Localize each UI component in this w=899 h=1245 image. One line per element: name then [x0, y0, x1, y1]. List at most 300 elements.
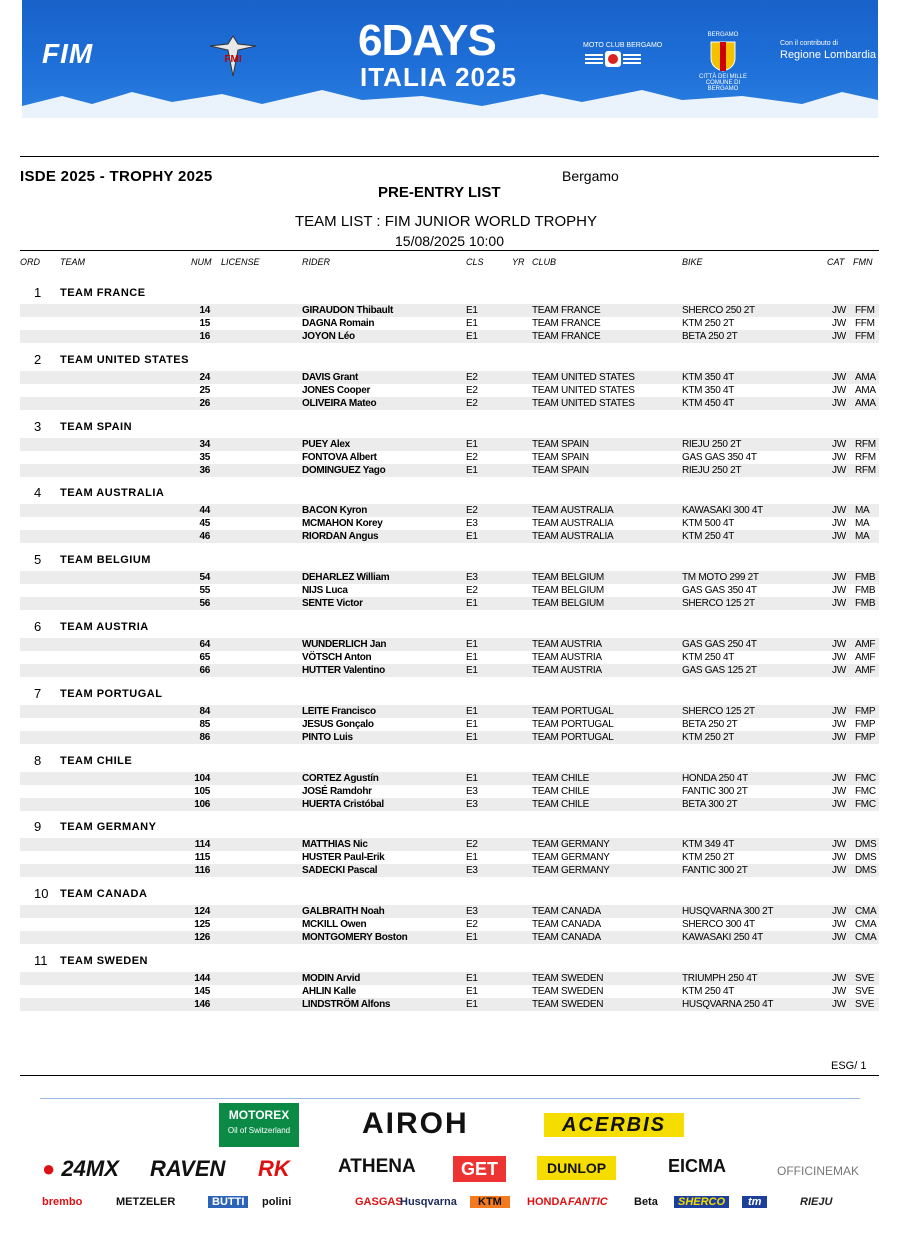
- team-order: 11: [34, 953, 48, 968]
- motoclub-bergamo-logo: [583, 42, 662, 71]
- rider-class: E2: [466, 505, 478, 516]
- rider-club: TEAM GERMANY: [532, 865, 610, 876]
- rider-name: SADECKI Pascal: [302, 865, 378, 876]
- rider-category: JW: [832, 919, 846, 930]
- rider-fmn: CMA: [855, 906, 877, 917]
- rider-class: E2: [466, 585, 478, 596]
- team-order: 3: [34, 419, 42, 434]
- rider-name: MATTHIAS Nic: [302, 839, 368, 850]
- team-name: TEAM SWEDEN: [60, 955, 148, 967]
- rider-club: TEAM AUSTRIA: [532, 652, 602, 663]
- rider-row: [20, 905, 879, 918]
- rider-number: 64: [199, 639, 210, 650]
- rider-number: 124: [194, 906, 210, 917]
- sponsor-motorex: [219, 1103, 299, 1147]
- rider-number: 145: [194, 986, 210, 997]
- col-bike: BIKE: [682, 257, 703, 267]
- rider-row: [20, 985, 879, 998]
- rider-fmn: SVE: [855, 973, 875, 984]
- rider-bike: KTM 250 2T: [682, 732, 735, 743]
- rider-number: 125: [194, 919, 210, 930]
- rider-number: 14: [199, 305, 210, 316]
- team-order: 6: [34, 619, 42, 634]
- sponsor-husqvarna: Husqvarna: [400, 1196, 457, 1208]
- rider-name: MODIN Arvid: [302, 973, 360, 984]
- rider-number: 45: [199, 518, 210, 529]
- team-name: TEAM PORTUGAL: [60, 688, 163, 700]
- rider-number: 116: [194, 865, 210, 876]
- rider-name: VÖTSCH Anton: [302, 652, 372, 663]
- rider-number: 24: [199, 372, 210, 383]
- rider-category: JW: [832, 585, 846, 596]
- sponsor-polini: polini: [262, 1196, 292, 1208]
- sponsor-24mx-label: 24MX: [61, 1156, 119, 1181]
- rider-name: AHLIN Kalle: [302, 986, 356, 997]
- rider-number: 126: [194, 932, 210, 943]
- rider-class: E1: [466, 932, 478, 943]
- rider-name: RIORDAN Angus: [302, 531, 379, 542]
- rider-category: JW: [832, 652, 846, 663]
- rider-name: DEHARLEZ William: [302, 572, 390, 583]
- sponsor-athena: ATHENA: [338, 1156, 416, 1177]
- rider-fmn: CMA: [855, 919, 877, 930]
- rider-number: 35: [199, 452, 210, 463]
- sponsor-beta: Beta: [634, 1196, 658, 1208]
- col-fmn: FMN: [853, 257, 873, 267]
- rider-number: 54: [199, 572, 210, 583]
- rider-row: [20, 718, 879, 731]
- rider-club: TEAM SWEDEN: [532, 999, 604, 1010]
- italia-2025-logo: ITALIA 2025: [360, 62, 517, 92]
- rider-fmn: RFM: [855, 465, 876, 476]
- comune-label: COMUNE DI BERGAMO: [705, 80, 741, 92]
- col-yr: YR: [512, 257, 525, 267]
- team-name: TEAM GERMANY: [60, 821, 157, 833]
- sponsor-eicma: EICMA: [668, 1156, 726, 1176]
- rider-row: [20, 998, 879, 1011]
- rider-category: JW: [832, 999, 846, 1010]
- rider-bike: GAS GAS 125 2T: [682, 665, 757, 676]
- 24mx-icon: ●: [42, 1156, 56, 1181]
- rider-bike: GAS GAS 250 4T: [682, 639, 757, 650]
- sponsor-raven: RAVEN: [150, 1156, 226, 1181]
- rider-category: JW: [832, 572, 846, 583]
- rider-category: JW: [832, 305, 846, 316]
- rider-bike: GAS GAS 350 4T: [682, 452, 757, 463]
- rider-number: 25: [199, 385, 210, 396]
- header-banner: [22, 0, 878, 118]
- rider-fmn: FFM: [855, 305, 875, 316]
- bergamo-subtitle: CITTÀ DEI MILLE: [698, 74, 747, 80]
- rider-club: TEAM CANADA: [532, 919, 601, 930]
- rider-category: JW: [832, 331, 846, 342]
- rider-fmn: FMP: [855, 719, 876, 730]
- event-title: ISDE 2025 - TROPHY 2025: [20, 168, 213, 185]
- snow-mountains-decoration: [22, 78, 878, 118]
- regione-lombardia-logo: [780, 40, 876, 61]
- sponsor-fantic: FANTIC: [568, 1196, 608, 1208]
- rider-club: TEAM SPAIN: [532, 439, 589, 450]
- rider-category: JW: [832, 799, 846, 810]
- rider-name: MCMAHON Korey: [302, 518, 383, 529]
- rider-bike: KTM 349 4T: [682, 839, 735, 850]
- rider-bike: FANTIC 300 2T: [682, 786, 748, 797]
- sponsor-dunlop: DUNLOP: [537, 1156, 616, 1180]
- rider-club: TEAM CANADA: [532, 932, 601, 943]
- rider-row: [20, 530, 879, 543]
- rider-fmn: FFM: [855, 318, 875, 329]
- rider-bike: BETA 250 2T: [682, 719, 738, 730]
- rider-club: TEAM AUSTRALIA: [532, 518, 614, 529]
- rider-club: TEAM FRANCE: [532, 318, 601, 329]
- rider-fmn: FFM: [855, 331, 875, 342]
- rider-row: [20, 772, 879, 785]
- rider-class: E1: [466, 531, 478, 542]
- rider-class: E1: [466, 305, 478, 316]
- col-club: CLUB: [532, 257, 557, 267]
- rider-name: HUSTER Paul-Erik: [302, 852, 385, 863]
- sponsor-ktm: KTM: [470, 1196, 510, 1208]
- rider-club: TEAM SPAIN: [532, 452, 589, 463]
- sponsor-airoh: AIROH: [362, 1107, 469, 1140]
- rider-fmn: RFM: [855, 439, 876, 450]
- rider-fmn: FMC: [855, 786, 876, 797]
- rider-number: 56: [199, 598, 210, 609]
- rider-fmn: MA: [855, 505, 870, 516]
- page-number: ESG/ 1: [831, 1060, 867, 1072]
- footer-divider: [20, 1075, 879, 1076]
- rider-number: 84: [199, 706, 210, 717]
- rider-category: JW: [832, 398, 846, 409]
- document-title: PRE-ENTRY LIST: [378, 184, 501, 201]
- rider-row: [20, 517, 879, 530]
- rider-row: [20, 731, 879, 744]
- rider-category: JW: [832, 773, 846, 784]
- rider-fmn: MA: [855, 531, 870, 542]
- rider-bike: GAS GAS 350 4T: [682, 585, 757, 596]
- col-cls: CLS: [466, 257, 484, 267]
- rider-club: TEAM AUSTRIA: [532, 665, 602, 676]
- rider-bike: KAWASAKI 300 4T: [682, 505, 763, 516]
- rider-class: E1: [466, 318, 478, 329]
- rider-class: E1: [466, 665, 478, 676]
- table-top-divider: [20, 250, 879, 251]
- bergamo-label: BERGAMO: [707, 32, 739, 38]
- rider-category: JW: [832, 385, 846, 396]
- rider-club: TEAM AUSTRIA: [532, 639, 602, 650]
- team-order: 5: [34, 552, 42, 567]
- six-days-logo: 6DAYS: [358, 16, 496, 65]
- col-team: TEAM: [60, 257, 86, 267]
- rider-category: JW: [832, 518, 846, 529]
- rider-name: DAGNA Romain: [302, 318, 375, 329]
- rider-row: [20, 785, 879, 798]
- rider-bike: TM MOTO 299 2T: [682, 572, 759, 583]
- rider-bike: KTM 250 2T: [682, 852, 735, 863]
- rider-row: [20, 798, 879, 811]
- rider-row: [20, 438, 879, 451]
- sponsor-rk: RK: [258, 1156, 290, 1181]
- document-datetime: 15/08/2025 10:00: [395, 233, 504, 249]
- rider-number: 86: [199, 732, 210, 743]
- rider-row: [20, 838, 879, 851]
- svg-text:FMI: FMI: [224, 54, 242, 65]
- rider-fmn: FMB: [855, 572, 876, 583]
- rider-category: JW: [832, 372, 846, 383]
- rider-fmn: FMC: [855, 773, 876, 784]
- rider-fmn: AMA: [855, 372, 876, 383]
- rider-number: 114: [194, 839, 210, 850]
- rider-club: TEAM UNITED STATES: [532, 372, 635, 383]
- team-name: TEAM AUSTRALIA: [60, 487, 165, 499]
- rider-class: E1: [466, 652, 478, 663]
- rider-number: 44: [199, 505, 210, 516]
- rider-number: 105: [194, 786, 210, 797]
- team-name: TEAM BELGIUM: [60, 554, 151, 566]
- rider-category: JW: [832, 531, 846, 542]
- rider-club: TEAM UNITED STATES: [532, 385, 635, 396]
- rider-bike: KTM 250 2T: [682, 318, 735, 329]
- rider-name: HUERTA Cristóbal: [302, 799, 384, 810]
- rider-category: JW: [832, 505, 846, 516]
- rider-number: 26: [199, 398, 210, 409]
- team-order: 10: [34, 886, 49, 901]
- team-order: 9: [34, 819, 42, 834]
- rider-club: TEAM GERMANY: [532, 839, 610, 850]
- rider-name: JOSÉ Ramdohr: [302, 786, 372, 797]
- rider-number: 144: [194, 973, 210, 984]
- rider-number: 65: [199, 652, 210, 663]
- rider-row: [20, 304, 879, 317]
- rider-bike: SHERCO 250 2T: [682, 305, 755, 316]
- sponsor-metzeler: METZELER: [116, 1196, 176, 1208]
- rider-row: [20, 464, 879, 477]
- rider-fmn: SVE: [855, 986, 875, 997]
- rider-bike: KTM 500 4T: [682, 518, 735, 529]
- rider-class: E1: [466, 852, 478, 863]
- rider-number: 106: [194, 799, 210, 810]
- rider-bike: KTM 450 4T: [682, 398, 735, 409]
- sponsor-divider: [40, 1098, 860, 1099]
- lombardia-label: Regione Lombardia: [780, 49, 877, 61]
- team-list-title: TEAM LIST : FIM JUNIOR WORLD TROPHY: [295, 213, 597, 230]
- rider-name: SENTE Victor: [302, 598, 363, 609]
- rider-fmn: RFM: [855, 452, 876, 463]
- rider-row: [20, 451, 879, 464]
- rider-class: E1: [466, 973, 478, 984]
- rider-club: TEAM CANADA: [532, 906, 601, 917]
- rider-name: BACON Kyron: [302, 505, 368, 516]
- rider-category: JW: [832, 986, 846, 997]
- lombardia-pre: Con il contributo di: [780, 40, 838, 47]
- rider-name: LEITE Francisco: [302, 706, 376, 717]
- rider-bike: HUSQVARNA 300 2T: [682, 906, 774, 917]
- sponsor-brembo: brembo: [42, 1196, 83, 1208]
- rider-bike: BETA 300 2T: [682, 799, 738, 810]
- rider-row: [20, 851, 879, 864]
- rider-name: CORTEZ Agustín: [302, 773, 379, 784]
- sponsor-rieju: RIEJU: [800, 1196, 833, 1208]
- rider-number: 36: [199, 465, 210, 476]
- rider-club: TEAM CHILE: [532, 773, 590, 784]
- rider-club: TEAM PORTUGAL: [532, 706, 614, 717]
- col-license: LICENSE: [221, 257, 260, 267]
- rider-category: JW: [832, 318, 846, 329]
- rider-row: [20, 651, 879, 664]
- sponsor-honda: HONDA: [527, 1196, 568, 1208]
- rider-row: [20, 972, 879, 985]
- rider-row: [20, 931, 879, 944]
- rider-class: E3: [466, 799, 478, 810]
- rider-name: LINDSTRÖM Alfons: [302, 999, 391, 1010]
- rider-number: 16: [199, 331, 210, 342]
- rider-row: [20, 918, 879, 931]
- rider-name: DAVIS Grant: [302, 372, 358, 383]
- rider-name: JOYON Léo: [302, 331, 355, 342]
- rider-fmn: SVE: [855, 999, 875, 1010]
- rider-name: PUEY Alex: [302, 439, 350, 450]
- team-name: TEAM UNITED STATES: [60, 354, 189, 366]
- col-rider: RIDER: [302, 257, 331, 267]
- rider-club: TEAM FRANCE: [532, 331, 601, 342]
- rider-fmn: DMS: [855, 852, 877, 863]
- rider-fmn: DMS: [855, 839, 877, 850]
- rider-row: [20, 504, 879, 517]
- rider-club: TEAM BELGIUM: [532, 585, 604, 596]
- team-order: 7: [34, 686, 42, 701]
- rider-category: JW: [832, 932, 846, 943]
- rider-bike: KAWASAKI 250 4T: [682, 932, 763, 943]
- rider-club: TEAM FRANCE: [532, 305, 601, 316]
- rider-name: GALBRAITH Noah: [302, 906, 385, 917]
- rider-bike: SHERCO 125 2T: [682, 706, 755, 717]
- rider-fmn: FMC: [855, 799, 876, 810]
- sponsor-acerbis: ACERBIS: [544, 1113, 684, 1137]
- rider-class: E1: [466, 986, 478, 997]
- rider-category: JW: [832, 732, 846, 743]
- rider-fmn: AMF: [855, 639, 876, 650]
- rider-row: [20, 584, 879, 597]
- rider-category: JW: [832, 598, 846, 609]
- rider-bike: TRIUMPH 250 4T: [682, 973, 758, 984]
- team-order: 1: [34, 285, 42, 300]
- rider-bike: KTM 350 4T: [682, 385, 735, 396]
- rider-class: E2: [466, 919, 478, 930]
- rider-class: E1: [466, 719, 478, 730]
- fmi-logo: [208, 32, 258, 80]
- rider-bike: KTM 250 4T: [682, 652, 735, 663]
- header-divider: [20, 156, 879, 157]
- rider-club: TEAM AUSTRALIA: [532, 531, 614, 542]
- rider-number: 55: [199, 585, 210, 596]
- sponsor-24mx: [42, 1156, 119, 1182]
- sponsor-tm: tm: [742, 1196, 767, 1208]
- rider-category: JW: [832, 719, 846, 730]
- sponsor-butti: BUTTI: [208, 1196, 248, 1208]
- rider-name: HUTTER Valentino: [302, 665, 385, 676]
- sponsor-gasgas: GASGAS: [355, 1196, 403, 1208]
- rider-club: TEAM GERMANY: [532, 852, 610, 863]
- rider-bike: HUSQVARNA 250 4T: [682, 999, 774, 1010]
- rider-number: 46: [199, 531, 210, 542]
- rider-number: 85: [199, 719, 210, 730]
- rider-bike: RIEJU 250 2T: [682, 465, 742, 476]
- rider-class: E1: [466, 598, 478, 609]
- rider-category: JW: [832, 706, 846, 717]
- rider-bike: BETA 250 2T: [682, 331, 738, 342]
- rider-club: TEAM PORTUGAL: [532, 719, 614, 730]
- rider-class: E1: [466, 773, 478, 784]
- rider-class: E3: [466, 906, 478, 917]
- rider-name: PINTO Luis: [302, 732, 353, 743]
- rider-number: 146: [194, 999, 210, 1010]
- rider-name: WUNDERLICH Jan: [302, 639, 387, 650]
- rider-class: E1: [466, 331, 478, 342]
- col-ord: ORD: [20, 257, 40, 267]
- rider-class: E2: [466, 839, 478, 850]
- rider-class: E3: [466, 865, 478, 876]
- rider-number: 34: [199, 439, 210, 450]
- rider-bike: HONDA 250 4T: [682, 773, 748, 784]
- rider-row: [20, 597, 879, 610]
- event-city: Bergamo: [562, 168, 619, 184]
- rider-fmn: AMA: [855, 398, 876, 409]
- rider-number: 104: [194, 773, 210, 784]
- rider-category: JW: [832, 465, 846, 476]
- rider-bike: SHERCO 300 4T: [682, 919, 755, 930]
- team-order: 2: [34, 352, 42, 367]
- team-order: 4: [34, 485, 42, 500]
- rider-row: [20, 705, 879, 718]
- rider-club: TEAM SWEDEN: [532, 973, 604, 984]
- rider-club: TEAM BELGIUM: [532, 598, 604, 609]
- rider-class: E2: [466, 372, 478, 383]
- rider-row: [20, 397, 879, 410]
- team-name: TEAM CHILE: [60, 755, 133, 767]
- rider-category: JW: [832, 439, 846, 450]
- col-num: NUM: [191, 257, 212, 267]
- rider-bike: FANTIC 300 2T: [682, 865, 748, 876]
- sponsor-sherco: SHERCO: [674, 1196, 729, 1208]
- sponsor-motorex-sub: Oil of Switzerland: [227, 1126, 291, 1135]
- rider-bike: SHERCO 125 2T: [682, 598, 755, 609]
- rider-fmn: CMA: [855, 932, 877, 943]
- rider-category: JW: [832, 639, 846, 650]
- rider-name: OLIVEIRA Mateo: [302, 398, 377, 409]
- rider-fmn: AMF: [855, 665, 876, 676]
- rider-row: [20, 864, 879, 877]
- rider-fmn: AMF: [855, 652, 876, 663]
- rider-club: TEAM UNITED STATES: [532, 398, 635, 409]
- team-order: 8: [34, 753, 42, 768]
- rider-class: E1: [466, 706, 478, 717]
- rider-club: TEAM BELGIUM: [532, 572, 604, 583]
- rider-name: MONTGOMERY Boston: [302, 932, 408, 943]
- rider-club: TEAM CHILE: [532, 799, 590, 810]
- sponsor-officinemak: OFFICINEMAK: [777, 1164, 860, 1178]
- rider-class: E3: [466, 572, 478, 583]
- rider-category: JW: [832, 973, 846, 984]
- rider-name: NIJS Luca: [302, 585, 348, 596]
- rider-row: [20, 384, 879, 397]
- rider-category: JW: [832, 452, 846, 463]
- rider-bike: KTM 250 4T: [682, 531, 735, 542]
- team-name: TEAM SPAIN: [60, 421, 133, 433]
- rider-class: E2: [466, 452, 478, 463]
- rider-number: 115: [194, 852, 210, 863]
- rider-category: JW: [832, 786, 846, 797]
- rider-number: 15: [199, 318, 210, 329]
